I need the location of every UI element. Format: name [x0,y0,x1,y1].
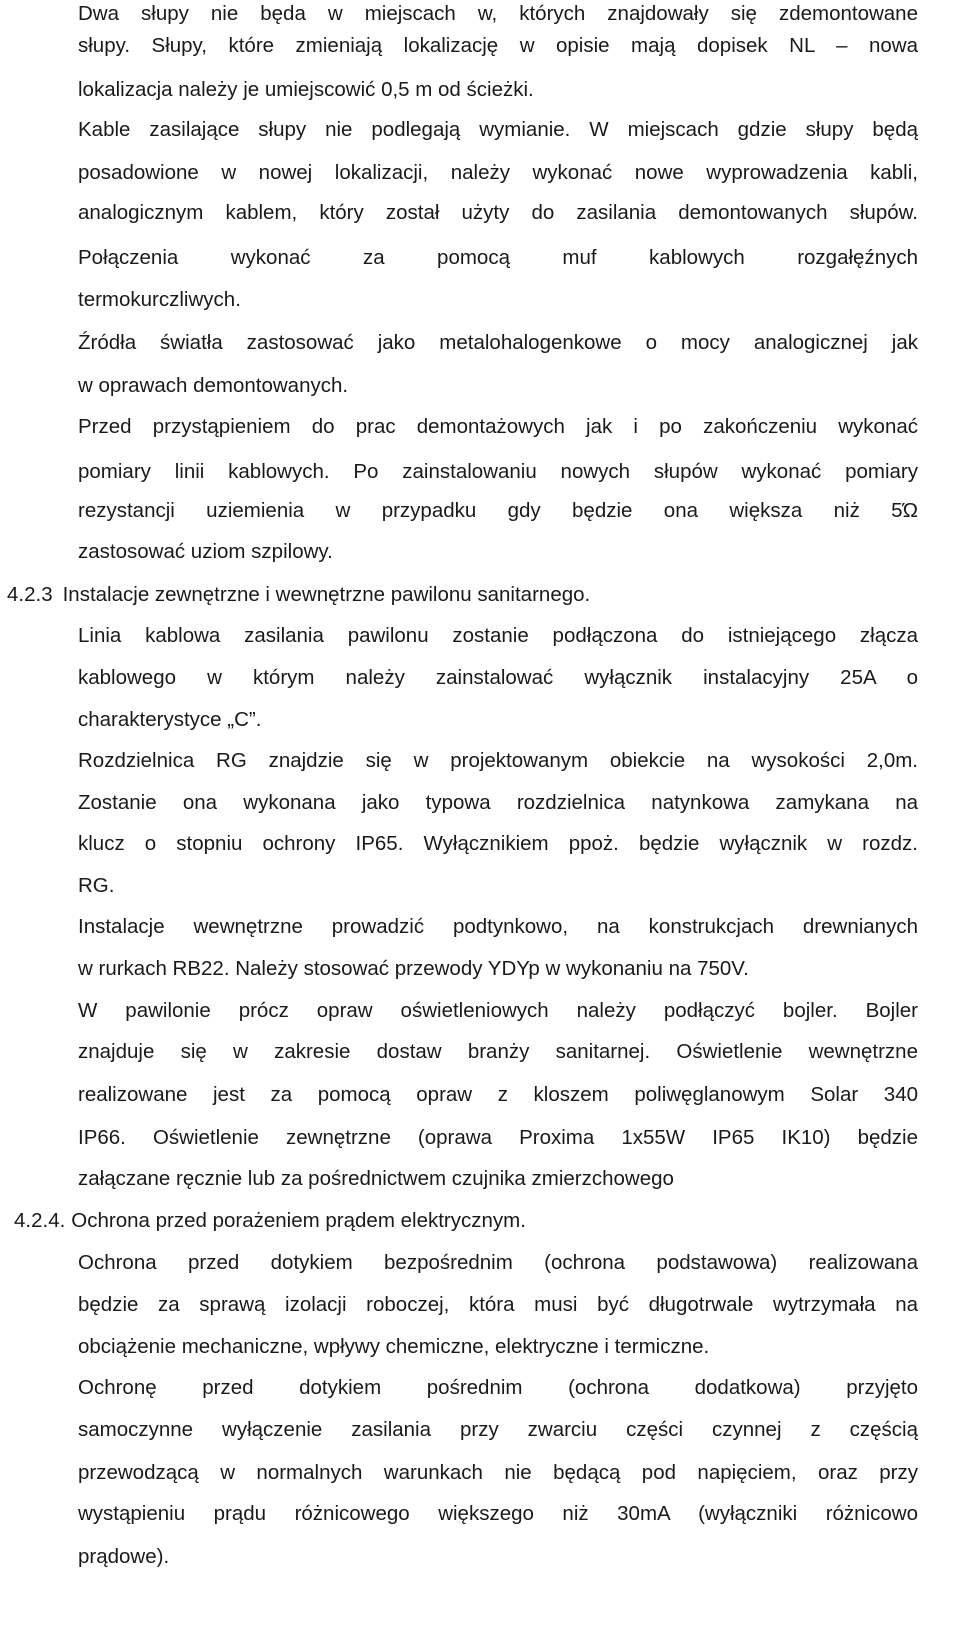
paragraph-line: Rozdzielnica RG znajdzie się w projektowanym obiekcie na wysokości 2,0m. [78,749,918,772]
paragraph-line: obciążenie mechaniczne, wpływy chemiczne, elektryczne i termiczne. [78,1335,710,1358]
paragraph-line: termokurczliwych. [78,288,241,311]
paragraph-line: rezystancji uziemienia w przypadku gdy będzie ona większa niż 5Ώ [78,499,918,522]
paragraph-line: Ochronę przed dotykiem pośrednim (ochrona dodatkowa) przyjęto [78,1376,918,1399]
paragraph-line: Połączenia wykonać za pomocą muf kablowych rozgałęźnych [78,246,918,269]
paragraph-line: RG. [78,874,115,897]
paragraph-line: charakterystyce „C”. [78,708,262,731]
paragraph-line: Dwa słupy nie będa w miejscach w, których znajdowały się zdemontowane [78,2,918,25]
paragraph-line: prądowe). [78,1545,170,1568]
paragraph-line: kablowego w którym należy zainstalować wyłącznik instalacyjny 25A o [78,666,918,689]
section-title: Ochrona przed porażeniem prądem elektrycznym. [71,1209,526,1232]
paragraph-line: przewodzącą w normalnych warunkach nie będącą pod napięciem, oraz przy [78,1461,918,1484]
paragraph-line: wystąpieniu prądu różnicowego większego niż 30mA (wyłączniki różnicowo [78,1502,918,1525]
paragraph-line: Kable zasilające słupy nie podlegają wymianie. W miejscach gdzie słupy będą [78,118,918,141]
section-heading [14,1208,526,1234]
paragraph-line: zastosować uziom szpilowy. [78,540,333,563]
paragraph-line: Instalacje wewnętrzne prowadzić podtynkowo, na konstrukcjach drewnianych [78,915,918,938]
paragraph-line: słupy. Słupy, które zmieniają lokalizację w opisie mają dopisek NL – nowa [78,34,918,57]
paragraph-line: znajduje się w zakresie dostaw branży sanitarnej. Oświetlenie wewnętrzne [78,1040,918,1063]
paragraph-line: będzie za sprawą izolacji roboczej, która musi być długotrwale wytrzymała na [78,1293,918,1316]
paragraph-line: IP66. Oświetlenie zewnętrzne (oprawa Proxima 1x55W IP65 IK10) będzie [78,1126,918,1149]
paragraph-line: lokalizacja należy je umiejscowić 0,5 m od ścieżki. [78,78,534,101]
paragraph-line: Przed przystąpieniem do prac demontażowych jak i po zakończeniu wykonać [78,415,918,438]
paragraph-line: analogicznym kablem, który został użyty do zasilania demontowanych słupów. [78,201,918,224]
paragraph-line: Linia kablowa zasilania pawilonu zostanie podłączona do istniejącego złącza [78,624,918,647]
paragraph-line: klucz o stopniu ochrony IP65. Wyłącznikiem ppoż. będzie wyłącznik w rozdz. [78,832,918,855]
paragraph-line: załączane ręcznie lub za pośrednictwem czujnika zmierzchowego [78,1167,674,1190]
paragraph-line: realizowane jest za pomocą opraw z kloszem poliwęglanowym Solar 340 [78,1083,918,1106]
paragraph-line: Źródła światła zastosować jako metalohalogenkowe o mocy analogicznej jak [78,331,918,354]
paragraph-line: w rurkach RB22. Należy stosować przewody YDYp w wykonaniu na 750V. [78,957,749,980]
paragraph-line: pomiary linii kablowych. Po zainstalowaniu nowych słupów wykonać pomiary [78,460,918,483]
paragraph-line: W pawilonie prócz opraw oświetleniowych należy podłączyć bojler. Bojler [78,999,918,1022]
paragraph-line: Ochrona przed dotykiem bezpośrednim (ochrona podstawowa) realizowana [78,1251,918,1274]
section-number: 4.2.3 [7,583,53,606]
paragraph-line: w oprawach demontowanych. [78,374,349,397]
section-title: Instalacje zewnętrzne i wewnętrzne pawilonu sanitarnego. [62,583,591,606]
paragraph-line: samoczynne wyłączenie zasilania przy zwarciu części czynnej z częścią [78,1418,918,1441]
section-heading [7,582,590,608]
paragraph-line: posadowione w nowej lokalizacji, należy wykonać nowe wyprowadzenia kabli, [78,161,918,184]
section-number: 4.2.4. [14,1209,66,1232]
paragraph-line: Zostanie ona wykonana jako typowa rozdzielnica natynkowa zamykana na [78,791,918,814]
